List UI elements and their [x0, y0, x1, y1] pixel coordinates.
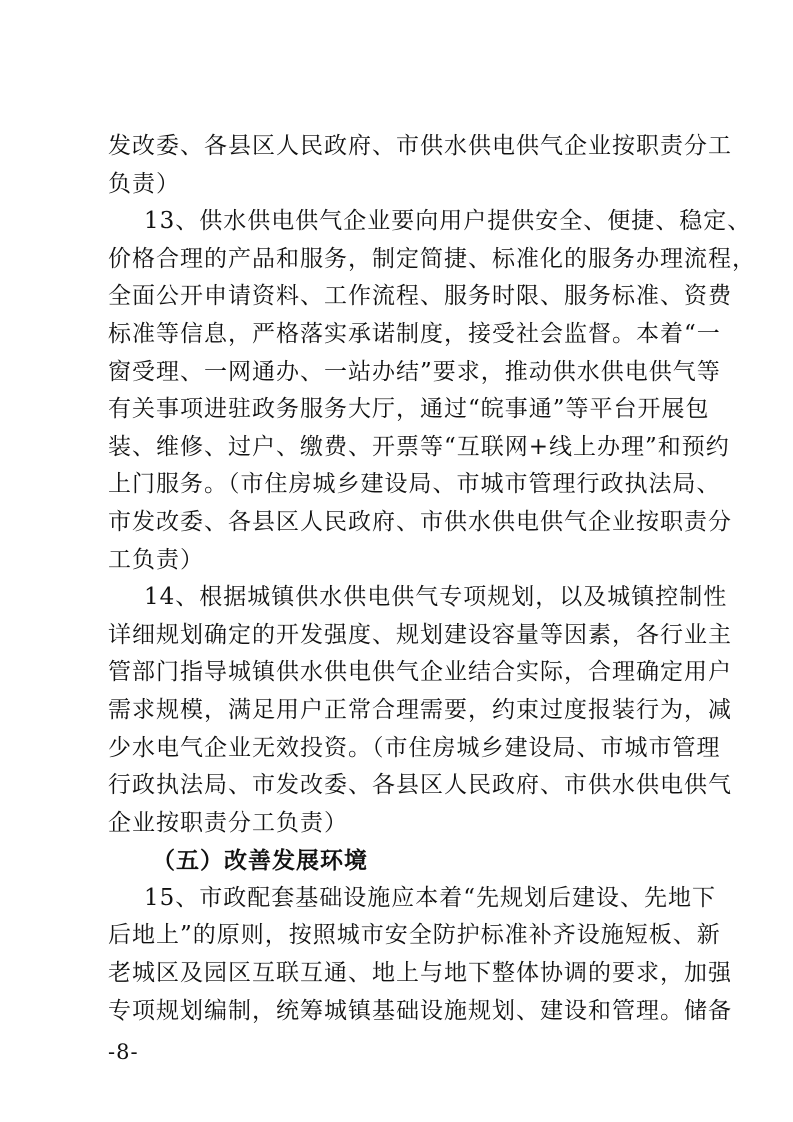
- body-text: [108, 128, 756, 1030]
- paragraph-15-start: 15、市政配套基础设施应本着“先规划后建设、先地下: [144, 884, 717, 911]
- paragraph-14-start: 14、根据城镇供水供电供气专项规划，以及城镇控制性: [144, 584, 728, 611]
- text-line: 少水电气企业无效投资。（市住房城乡建设局、市城市管理: [108, 734, 721, 761]
- section-heading: （五）改善发展环境: [152, 847, 368, 875]
- text-line: 全面公开申请资料、工作流程、服务时限、服务标准、资费: [108, 283, 732, 310]
- text-line: 标准等信息，严格落实承诺制度，接受社会监督。本着“一: [108, 320, 721, 347]
- text-line: 发改委、各县区人民政府、市供水供电供气企业按职责分工: [108, 133, 732, 159]
- text-line: 装、维修、过户、缴费、开票等“互联网+线上办理”和预约: [108, 433, 730, 460]
- text-line: 详细规划确定的开发强度、规划建设容量等因素，各行业主: [108, 621, 732, 648]
- text-line: 价格合理的产品和服务，制定简捷、标准化的服务办理流程，: [108, 245, 756, 272]
- text-line: 需求规模，满足用户正常合理需要，约束过度报装行为，减: [108, 696, 732, 723]
- text-line: 工负责）: [108, 546, 204, 573]
- text-line: 窗受理、一网通办、一站办结”要求，推动供水供电供气等: [108, 358, 721, 385]
- text-line: 管部门指导城镇供水供电供气企业结合实际，合理确定用户: [108, 659, 732, 686]
- paragraph-13-start: 13、供水供电供气企业要向用户提供安全、便捷、稳定、: [144, 208, 752, 235]
- text-line: 负责）: [108, 170, 180, 197]
- text-line: 上门服务。（市住房城乡建设局、市城市管理行政执法局、: [108, 471, 721, 498]
- text-line: 老城区及园区互联互通、地上与地下整体协调的要求，加强: [108, 960, 732, 987]
- text-line: 专项规划编制，统筹城镇基础设施规划、建设和管理。储备: [108, 997, 732, 1024]
- text-line: 企业按职责分工负责）: [108, 809, 348, 836]
- text-line: 行政执法局、市发改委、各县区人民政府、市供水供电供气: [108, 772, 732, 799]
- text-line: 市发改委、各县区人民政府、市供水供电供气企业按职责分: [108, 508, 732, 535]
- text-line: 后地上”的原则，按照城市安全防护标准补齐设施短板、新: [108, 922, 721, 949]
- page-number: -8-: [108, 1040, 139, 1064]
- text-line: 有关事项进驻政务服务大厅，通过“皖事通”等平台开展包: [108, 396, 710, 423]
